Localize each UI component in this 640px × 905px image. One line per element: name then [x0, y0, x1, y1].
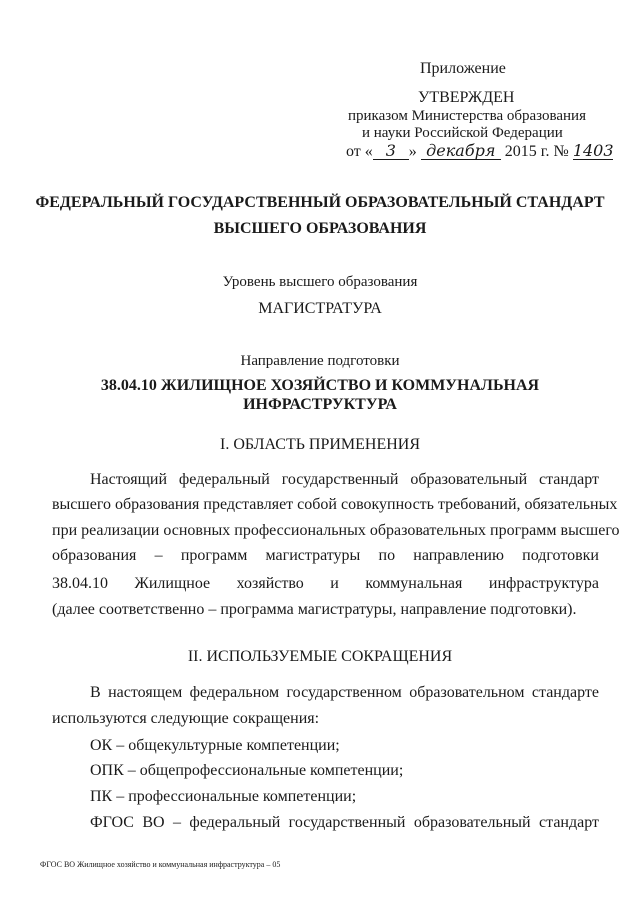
abbreviation-item: ФГОС ВО – федеральный государственный образовательный стандарт — [90, 814, 599, 831]
section-1-line: Настоящий федеральный государственный образовательный стандарт — [90, 471, 599, 488]
section-1-line: 38.04.10 Жилищное хозяйство и коммунальная инфраструктура — [52, 575, 599, 592]
section-1-heading: I. ОБЛАСТЬ ПРИМЕНЕНИЯ — [219, 436, 421, 453]
order-line-1: приказом Министерства образования — [348, 108, 586, 124]
direction-line-2: ИНФРАСТРУКТУРА — [243, 396, 397, 413]
date-prefix: от « — [346, 143, 373, 160]
page-footer: ФГОС ВО Жилищное хозяйство и коммунальная инфраструктура – 05 — [40, 860, 281, 869]
appendix-label: Приложение — [420, 60, 506, 77]
date-mid: » — [408, 143, 417, 160]
section-1-line: (далее соответственно – программа магистратуры, направление подготовки). — [52, 601, 577, 618]
date-month: декабря — [421, 143, 501, 160]
order-date-line — [346, 143, 613, 161]
order-number: 1403 — [572, 141, 614, 160]
abbreviation-item: ОК – общекультурные компетенции; — [90, 737, 340, 754]
section-1-line: при реализации основных профессиональных образовательных программ высшего — [52, 522, 620, 539]
section-2-intro-line: используются следующие сокращения: — [52, 710, 320, 727]
title-line-1: ФЕДЕРАЛЬНЫЙ ГОСУДАРСТВЕННЫЙ ОБРАЗОВАТЕЛЬНЫЙ СТАНДАРТ — [35, 194, 605, 211]
section-1-line: высшего образования представляет собой совокупность требований, обязательных — [52, 496, 618, 513]
direction-line-1: 38.04.10 ЖИЛИЩНОЕ ХОЗЯЙСТВО И КОММУНАЛЬНАЯ — [100, 377, 540, 394]
title-line-2: ВЫСШЕГО ОБРАЗОВАНИЯ — [213, 220, 427, 237]
abbreviation-item: ПК – профессиональные компетенции; — [90, 788, 357, 805]
level-label: Уровень высшего образования — [222, 274, 418, 290]
order-line-2: и науки Российской Федерации — [362, 125, 563, 141]
section-2-intro-line: В настоящем федеральном государственном образовательном стандарте — [90, 684, 599, 701]
date-year: 2015 г. № — [504, 143, 569, 160]
direction-label: Направление подготовки — [240, 353, 400, 369]
level-value: МАГИСТРАТУРА — [258, 300, 382, 317]
abbreviation-item: ОПК – общепрофессиональные компетенции; — [90, 762, 404, 779]
date-day: 3 — [373, 143, 409, 160]
approved-label: УТВЕРЖДЕН — [418, 89, 515, 106]
section-1-line: образования – программ магистратуры по направлению подготовки — [52, 547, 599, 564]
section-2-heading: II. ИСПОЛЬЗУЕМЫЕ СОКРАЩЕНИЯ — [187, 648, 453, 665]
